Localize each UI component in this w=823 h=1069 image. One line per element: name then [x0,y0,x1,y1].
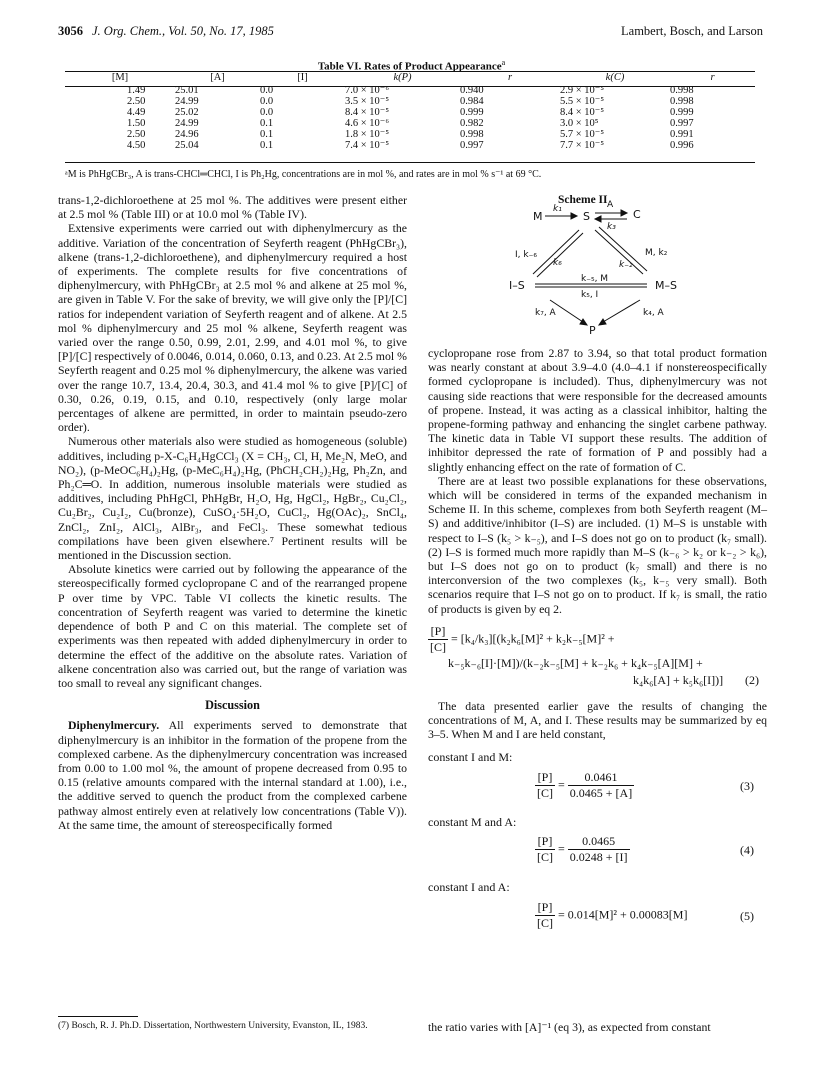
table-cell: 0.0 [260,107,274,118]
table-row [65,129,755,140]
table-title: Table VI. Rates of Product Appearance$^a$ [317,58,506,73]
table-cell: 0.1 [260,129,274,140]
equation-2-line3: k₄k₆[A] + k₅k₆[I])] [633,673,724,687]
paragraph: Extensive experiments were carried out with diphenylmercury as the additive. Variation of the concentration of Seyferth reagent (PhHgCBr₃), alkene (trans-1,2-dichloroethene), and diphenylmercury required a host of experiments. The complete results for five concentrations of diphenylmercury, with PhHgCBr₃ at 2.5 mol % and alkene at 25 mol %, are given in Table V. For the sake of brevity, we will give only the [P]/[C] ratios for independent variation of Seyferth reagent and of alkene. At 2.5 mol % diphenylmercury and 25 mol % alkene, Seyferth reagent was varied over the range 0.50, 0.99, 2.01, 2.99, and 4.01 mol %, to give [P]/[C] respectively of 0.0046, 0.014, 0.060, 0.13, and 0.23. At 2.5 mol % Seyferth reagent and 0.25 mol % diphenylmercury, the alkene was varied over the range 10.7, 13.4, 20.4, 30.3, and 41.4 mol % to give [P]/[C] of 0.30, 0.26, 0.19, 0.15, and 0.10, respectively (only large molar percentages of alkene are permitted, in order to maintain pseudo-zero order). [58,221,407,435]
page-number: 3056 [58,24,83,38]
running-authors: Lambert, Bosch, and Larson [621,24,763,38]
paragraph: Absolute kinetics were carried out by following the appearance of the stereospecifically formed cyclopropane C and of the rearranged propene P over time by VPC. Table VI collects the kinetic results. The concentration of Seyferth reagent was varied to determine the kinetic dependence of both P and C on this material. The complete set of experiments was then repeated with added diphenylmercury in order to determine the effect of the additive on the absolute rates. Variation of alkene concentration also was carried out, but the range of variation was too small to reveal any significant changes. [58,562,407,690]
journal-citation: J. Org. Chem., Vol. 50, No. 17, 1985 [92,24,274,38]
column-header: [M] [111,72,129,83]
column-header: [A] [210,72,225,83]
table-cell: 0.991 [670,129,694,140]
table-cell: 2.9 × 10⁻⁵ [560,85,604,96]
table-row [65,107,755,118]
equation-number: (3) [740,779,754,793]
table-cell: 4.6 × 10⁻⁶ [345,118,389,129]
condition-label: constant I and A: [428,880,510,894]
table-cell: 0.0 [260,85,274,96]
table-cell: 25.02 [175,107,199,118]
table-cell: 25.01 [175,85,199,96]
table-cell: 0.998 [670,85,694,96]
paragraph: There are at least two possible explanations for these observations, which will be considered in terms of the expanded mechanism in Scheme II. In this scheme, complexes from both Seyferth reagent (M–S) and additive/inhibitor (I–S) are included. (1) M–S is unstable with respect to I–S (k₅ > k₋₅), and I–S does not go on to product (k₇ small). (2) I–S is formed much more rapidly than M–S (k₋₆ > k₂ or k₋₂ > k₆), but I–S does not go on to product (k₇ small) and there is no interconversion of the two complexes (k₅, k₋₅ very small). Both scenarios require that I–S not go on to product. If k₇ is small, the ratio of products is given by eq 2. [428,473,767,616]
equation-number: (2) [745,673,759,687]
table-cell: 0.984 [460,96,484,107]
equation-5: $\frac{[P]}{[C]}$ = 0.014[M]² + 0.00083[M] [537,900,688,930]
equation-2-line2: k₋₅k₋₆[I]·[M])/(k₋₂k₋₅[M] + k₋₂k₆ + k₄k₋₅[A][M] + [448,656,703,670]
table-cell: 24.96 [175,129,199,140]
paragraph: The data presented earlier gave the results of changing the concentrations of M, A, and I. These results may be summarized by eq 3–5. When M and I are held constant, [428,699,767,742]
table-cell: 0.982 [460,118,484,129]
paragraph: cyclopropane rose from 2.87 to 3.94, so that total product formation was nearly constant at about 3.9–4.0 (4.0–4.1 if nonstereospecifically formed cyclopropane is included). Thus, diphenylmercury was not causing side reactions that were responsible for the decreased amounts of propene. Instead, it was acting as a classical inhibitor, halting the propene-forming pathway and enhancing the singlet carbene pathway. The kinetic data in Table VI support these results. The addition of inhibitor depressed the rate of formation of P and possibly had a slightly enhancing effect on the rate of formation of C. [428,346,767,474]
scheme-diagram: M S C k₁ A k₃ I, k₋₆ k₆ M, k₂ k₋₂ I–S M–S k₋₅, M k₅, I k₇, A k₄, A P [495,182,695,342]
table-cell: 24.99 [175,96,199,107]
table-cell: 7.0 × 10⁻⁶ [345,85,389,96]
table-footnote: ᵃM is PhHgCBr₃, A is trans-CHCl═CHCl, I is Ph₂Hg, concentrations are in mol %, and rates are in mol % s⁻¹ at 69 °C. [65,169,542,180]
table-cell: 5.7 × 10⁻⁵ [560,129,604,140]
table-cell: 0.1 [260,118,274,129]
paragraph: Numerous other materials also were studied as homogeneous (soluble) additives, including p-X-C₆H₄HgCCl₃ (X = CH₃, Cl, H, Me₂N, MeO, and NO₂), (p-MeOC₆H₄)₂Hg, (p-MeC₆H₄)₂Hg, (PhCH₂CH₂)₂Hg, Ph₂Zn, and Ph₂C═O. In addition, numerous insoluble materials were studied as additives, including PhHgCl, PhHgBr, H₂O, Hg, HgCl₂, HgBr₂, Cu₂Cl₂, Cu₂Br₂, Cu₂I₂, Cu(bronze), CuSO₄·5H₂O, CuCl₂, Hg(OAc)₂, SnCl₄, ZnCl₂, ZnI₂, AlCl₃, AlBr₃, and FeCl₃. These somewhat tedious compilations have been given elsewhere.⁷ Pertinent results will be mentioned in the Discussion section. [58,434,407,563]
table-cell: 8.4 × 10⁻⁵ [345,107,389,118]
table-cell: 4.49 [127,107,146,118]
table-cell: 1.8 × 10⁻⁵ [345,129,389,140]
table-row [65,118,755,129]
table-cell: 0.997 [460,140,484,151]
table-cell: 2.50 [127,129,146,140]
paragraph: the ratio varies with [A]⁻¹ (eq 3), as expected from constant [428,1020,711,1034]
table-cell: 1.50 [127,118,146,129]
table-cell: 0.0 [260,96,274,107]
table-cell: 24.99 [175,118,199,129]
column-header: k(C) [605,72,625,83]
table-cell: 8.4 × 10⁻⁵ [560,107,604,118]
table-cell: 3.0 × 10⁵ [560,118,599,129]
footnote: (7) Bosch, R. J. Ph.D. Dissertation, Northwestern University, Evanston, IL, 1983. [58,1021,368,1031]
right-column-cont [428,699,767,742]
table-row [65,140,755,151]
table-cell: 3.5 × 10⁻⁵ [345,96,389,107]
table-cell: 7.7 × 10⁻⁵ [560,140,604,151]
column-header: k(P) [393,72,412,83]
table-cell: 0.999 [460,107,484,118]
equation-number: (4) [740,843,754,857]
equation-number: (5) [740,909,754,923]
column-header: r [507,72,513,83]
table-cell: 7.4 × 10⁻⁵ [345,140,389,151]
condition-label: constant M and A: [428,815,517,829]
equation-4: $\frac{[P]}{[C]}$ = $\frac{0.0465}{0.0248 + [I]}$ [537,834,628,864]
rates-table [65,70,755,151]
column-header: [I] [297,72,308,83]
table-cell: 5.5 × 10⁻⁵ [560,96,604,107]
paragraph: Diphenylmercury. All experiments served to demonstrate that diphenylmercury is an inhibitor in the formation of the propene from the complexed carbene. As the diphenylmercury concentration was increased from 0.00 to 1.00 mol %, the amount of propene decreased from 0.95 to 0.15 (relative amounts compared with the internal standard at 1.00), i.e., the additive served to quench the product from the complexed carbene pathway almost entirely even at relatively low concentrations (Table V)). At the same time, the amount of stereospecifically formed [58,718,407,832]
left-column [58,193,407,832]
table-cell: 0.1 [260,140,274,151]
table-cell: 0.999 [670,107,694,118]
table-cell: 0.996 [670,140,694,151]
table-cell: 25.04 [175,140,199,151]
column-header: r [710,72,715,83]
equation-3: $\frac{[P]}{[C]}$ = $\frac{0.0461}{0.0465 + [A]}$ [537,770,633,800]
table-cell: 0.998 [460,129,484,140]
right-column-end [428,1020,767,1034]
scheme-title: Scheme II [558,194,608,206]
condition-label: constant I and M: [428,750,513,764]
scheme-arrows [495,182,695,342]
table-cell: 4.50 [127,140,146,151]
table-cell: 0.940 [460,85,484,96]
paragraph: trans-1,2-dichloroethene at 25 mol %. The additives were present either at 2.5 mol % (Table III) or at 10.0 mol % (Table IV). [58,193,407,222]
section-heading: Discussion [205,698,260,713]
right-column [428,346,767,616]
table-cell: 2.50 [127,96,146,107]
equation-2: $\frac{[P]}{[C]}$ = [k₄/k₃][(k₂k₆[M]² + k₂k₋₅[M]² + [430,624,615,654]
table-cell: 0.998 [670,96,694,107]
table-cell: 1.49 [127,85,146,96]
table-row [65,96,755,107]
table-cell: 0.997 [670,118,694,129]
